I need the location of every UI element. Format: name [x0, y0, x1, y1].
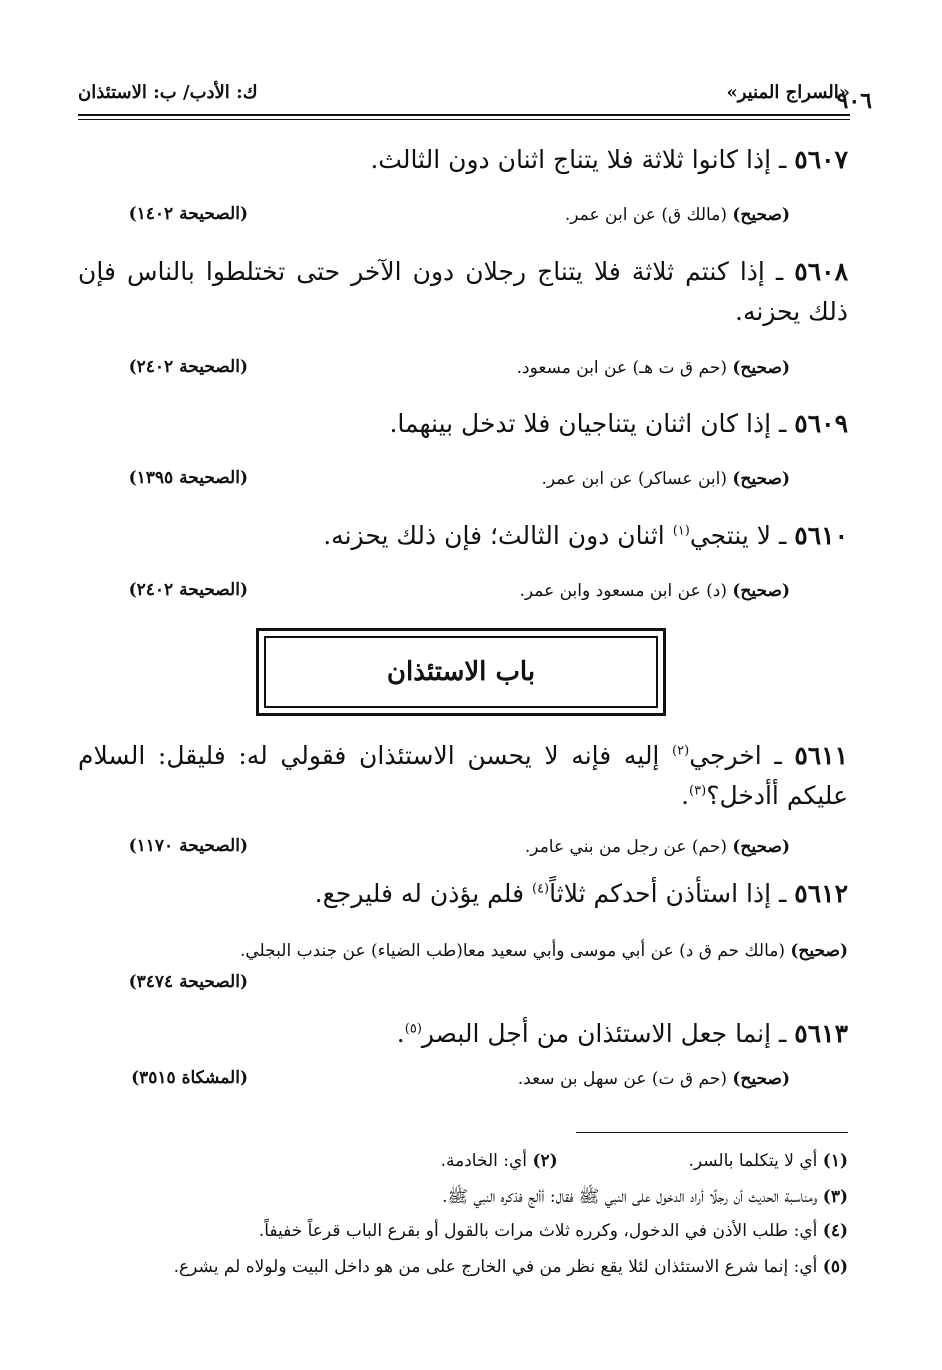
- footnote-number: (٢): [532, 1151, 558, 1171]
- hadith-reference: (الصحيحة ٢٤٠٢): [128, 580, 248, 600]
- hadith-source: [270, 204, 790, 226]
- footnote: [78, 1150, 848, 1172]
- hadith-text: ٥٦٠٧ ـ إذا كانوا ثلاثة فلا يتناج اثنان دون الثالث.: [370, 145, 848, 174]
- footnote-text: أي لا يتكلما بالسر.: [688, 1151, 818, 1171]
- hadith-body: فلم يؤذن له فليرجع.: [314, 879, 525, 908]
- hadith-grade: (صحيح): [732, 1069, 790, 1089]
- hadith-narrators: (د) عن ابن مسعود وابن عمر.: [519, 581, 727, 601]
- hadith-source: [78, 932, 848, 970]
- hadith-body: إذا كنتم ثلاثة فلا يتناج رجلان دون الآخر حتى تختلطوا بالناس فإن ذلك يحزنه.: [78, 257, 848, 326]
- hadith-grade: (صحيح): [732, 837, 790, 857]
- hadith-reference: (المشكاة ٣٥١٥): [131, 1068, 248, 1088]
- hadith-body-end: .: [681, 781, 690, 810]
- hadith-text: ٥٦٠٨ ـ إذا كنتم ثلاثة فلا يتناج رجلان دون الآخر حتى تختلطوا بالناس فإن ذلك يحزنه.: [78, 257, 849, 326]
- chapter-reference: ك: الأدب/ ب: الاستئذان: [78, 82, 258, 103]
- footnote-separator: [576, 1132, 848, 1133]
- footnote-number: (١): [822, 1151, 848, 1171]
- hadith-reference: (الصحيحة ١١٧٠): [128, 836, 248, 856]
- header-rule-thin: [78, 119, 850, 120]
- hadith-body-end: .: [396, 1019, 405, 1048]
- hadith-number: ٥٦١١: [794, 741, 849, 770]
- hadith-grade: (صحيح): [790, 941, 848, 961]
- hadith-grade: (صحيح): [732, 581, 790, 601]
- header-rule-thick: [78, 114, 850, 116]
- hadith-narrators: (حم ق ت) عن سهل بن سعد.: [517, 1069, 727, 1089]
- footnote-number: (٥): [822, 1257, 848, 1277]
- footnote-text: أي: الخادمة.: [440, 1151, 528, 1171]
- hadith-narrators: (مالك ق) عن ابن عمر.: [564, 205, 727, 225]
- footnote-marker[interactable]: (١): [672, 523, 690, 539]
- hadith-text: ٥٦١١ ـ اخرجي$^{(٢)}$ إليه فإنه لا يحسن الاستئذان فقولي له: فليقل: السلام عليكم أأدخل؟$^{(٣)}$.: [78, 741, 849, 810]
- footnote: [78, 1220, 848, 1242]
- hadith-narrators: (ابن عساكر) عن ابن عمر.: [541, 469, 727, 489]
- hadith-text: ٥٦١٠ ـ لا ينتجي$^{(١)}$ اثنان دون الثالث؛ فإن ذلك يحزنه.: [323, 521, 848, 550]
- footnote-marker[interactable]: (٤): [531, 881, 550, 897]
- hadith-body: إذا كانوا ثلاثة فلا يتناج اثنان دون الثالث.: [370, 145, 772, 174]
- hadith-reference: (الصحيحة ١٣٩٥): [128, 468, 248, 488]
- book-title: «السراج المنير»: [726, 82, 850, 103]
- hadith-number: ٥٦٠٨: [794, 257, 849, 286]
- hadith-number: ٥٦١٢: [794, 879, 848, 908]
- hadith-body: إليه فإنه لا يحسن الاستئذان فقولي له: فليقل: السلام عليكم أأدخل؟: [78, 741, 848, 810]
- hadith-body: لا ينتجي: [689, 521, 772, 550]
- hadith-body: اثنان دون الثالث؛ فإن ذلك يحزنه.: [323, 521, 665, 550]
- footnote-text: أي: إنما شرع الاستئذان لئلا يقع نظر من في الخارج على من هو داخل البيت ولولاه لم يشرع.: [173, 1257, 818, 1277]
- hadith-source: [270, 580, 790, 602]
- footnote-marker[interactable]: (٢): [672, 743, 690, 759]
- footnote: [78, 1256, 848, 1278]
- hadith-body: إذا كان اثنان يتناجيان فلا تدخل بينهما.: [389, 409, 772, 438]
- hadith-text: ٥٦٠٩ ـ إذا كان اثنان يتناجيان فلا تدخل بينهما.: [389, 409, 848, 438]
- section-title-box: [256, 628, 666, 716]
- hadith-narrators: (حم) عن رجل من بني عامر.: [524, 837, 727, 857]
- footnote-text: ومناسبة الحديث أن رجلًا أراد الدخول على النبي ﷺ فقال: أألج فذكره النبي ﷺ.: [442, 1187, 818, 1207]
- hadith-reference: (الصحيحة ١٤٠٢): [128, 204, 248, 224]
- hadith-source: [270, 836, 790, 858]
- hadith-reference: (الصحيحة ٢٤٠٢): [128, 357, 248, 377]
- footnote: [78, 1186, 848, 1208]
- hadith-body: إنما جعل الاستئذان من أجل البصر: [421, 1019, 772, 1048]
- hadith-number: ٥٦١٠: [794, 521, 848, 550]
- footnote-marker[interactable]: (٣): [689, 783, 707, 799]
- hadith-grade: (صحيح): [732, 358, 790, 378]
- hadith-narrators: (حم ق ت هـ) عن ابن مسعود.: [516, 358, 727, 378]
- hadith-grade: (صحيح): [732, 469, 790, 489]
- hadith-number: ٥٦٠٩: [794, 409, 848, 438]
- hadith-body: اخرجي: [689, 741, 762, 770]
- hadith-reference: (الصحيحة ٣٤٧٤): [128, 972, 248, 992]
- footnote-number: (٤): [822, 1221, 848, 1241]
- hadith-number: ٥٦٠٧: [794, 145, 848, 174]
- hadith-text: ٥٦١٣ ـ إنما جعل الاستئذان من أجل البصر$^{(٥)}$.: [396, 1019, 848, 1048]
- hadith-grade: (صحيح): [732, 205, 790, 225]
- hadith-number: ٥٦١٣: [794, 1019, 848, 1048]
- section-title: باب الاستئذان: [264, 636, 658, 708]
- page-number: ٩٠٦: [836, 88, 872, 114]
- hadith-body: إذا استأذن أحدكم ثلاثاً: [549, 879, 772, 908]
- footnote-marker[interactable]: (٥): [404, 1021, 422, 1037]
- footnote-text: أي: طلب الأذن في الدخول، وكرره ثلاث مرات بالقول أو بقرع الباب قرعاً خفيفاً.: [258, 1221, 818, 1241]
- hadith-source: [270, 357, 790, 379]
- hadith-text: ٥٦١٢ ـ إذا استأذن أحدكم ثلاثاً$^{(٤)}$ فلم يؤذن له فليرجع.: [314, 879, 848, 908]
- hadith-narrators: (مالك حم ق د) عن أبي موسى وأبي سعيد معا(طب الضياء) عن جندب البجلي.: [239, 941, 785, 961]
- footnote-number: (٣): [822, 1187, 848, 1207]
- hadith-source: [270, 468, 790, 490]
- hadith-source: [270, 1068, 790, 1090]
